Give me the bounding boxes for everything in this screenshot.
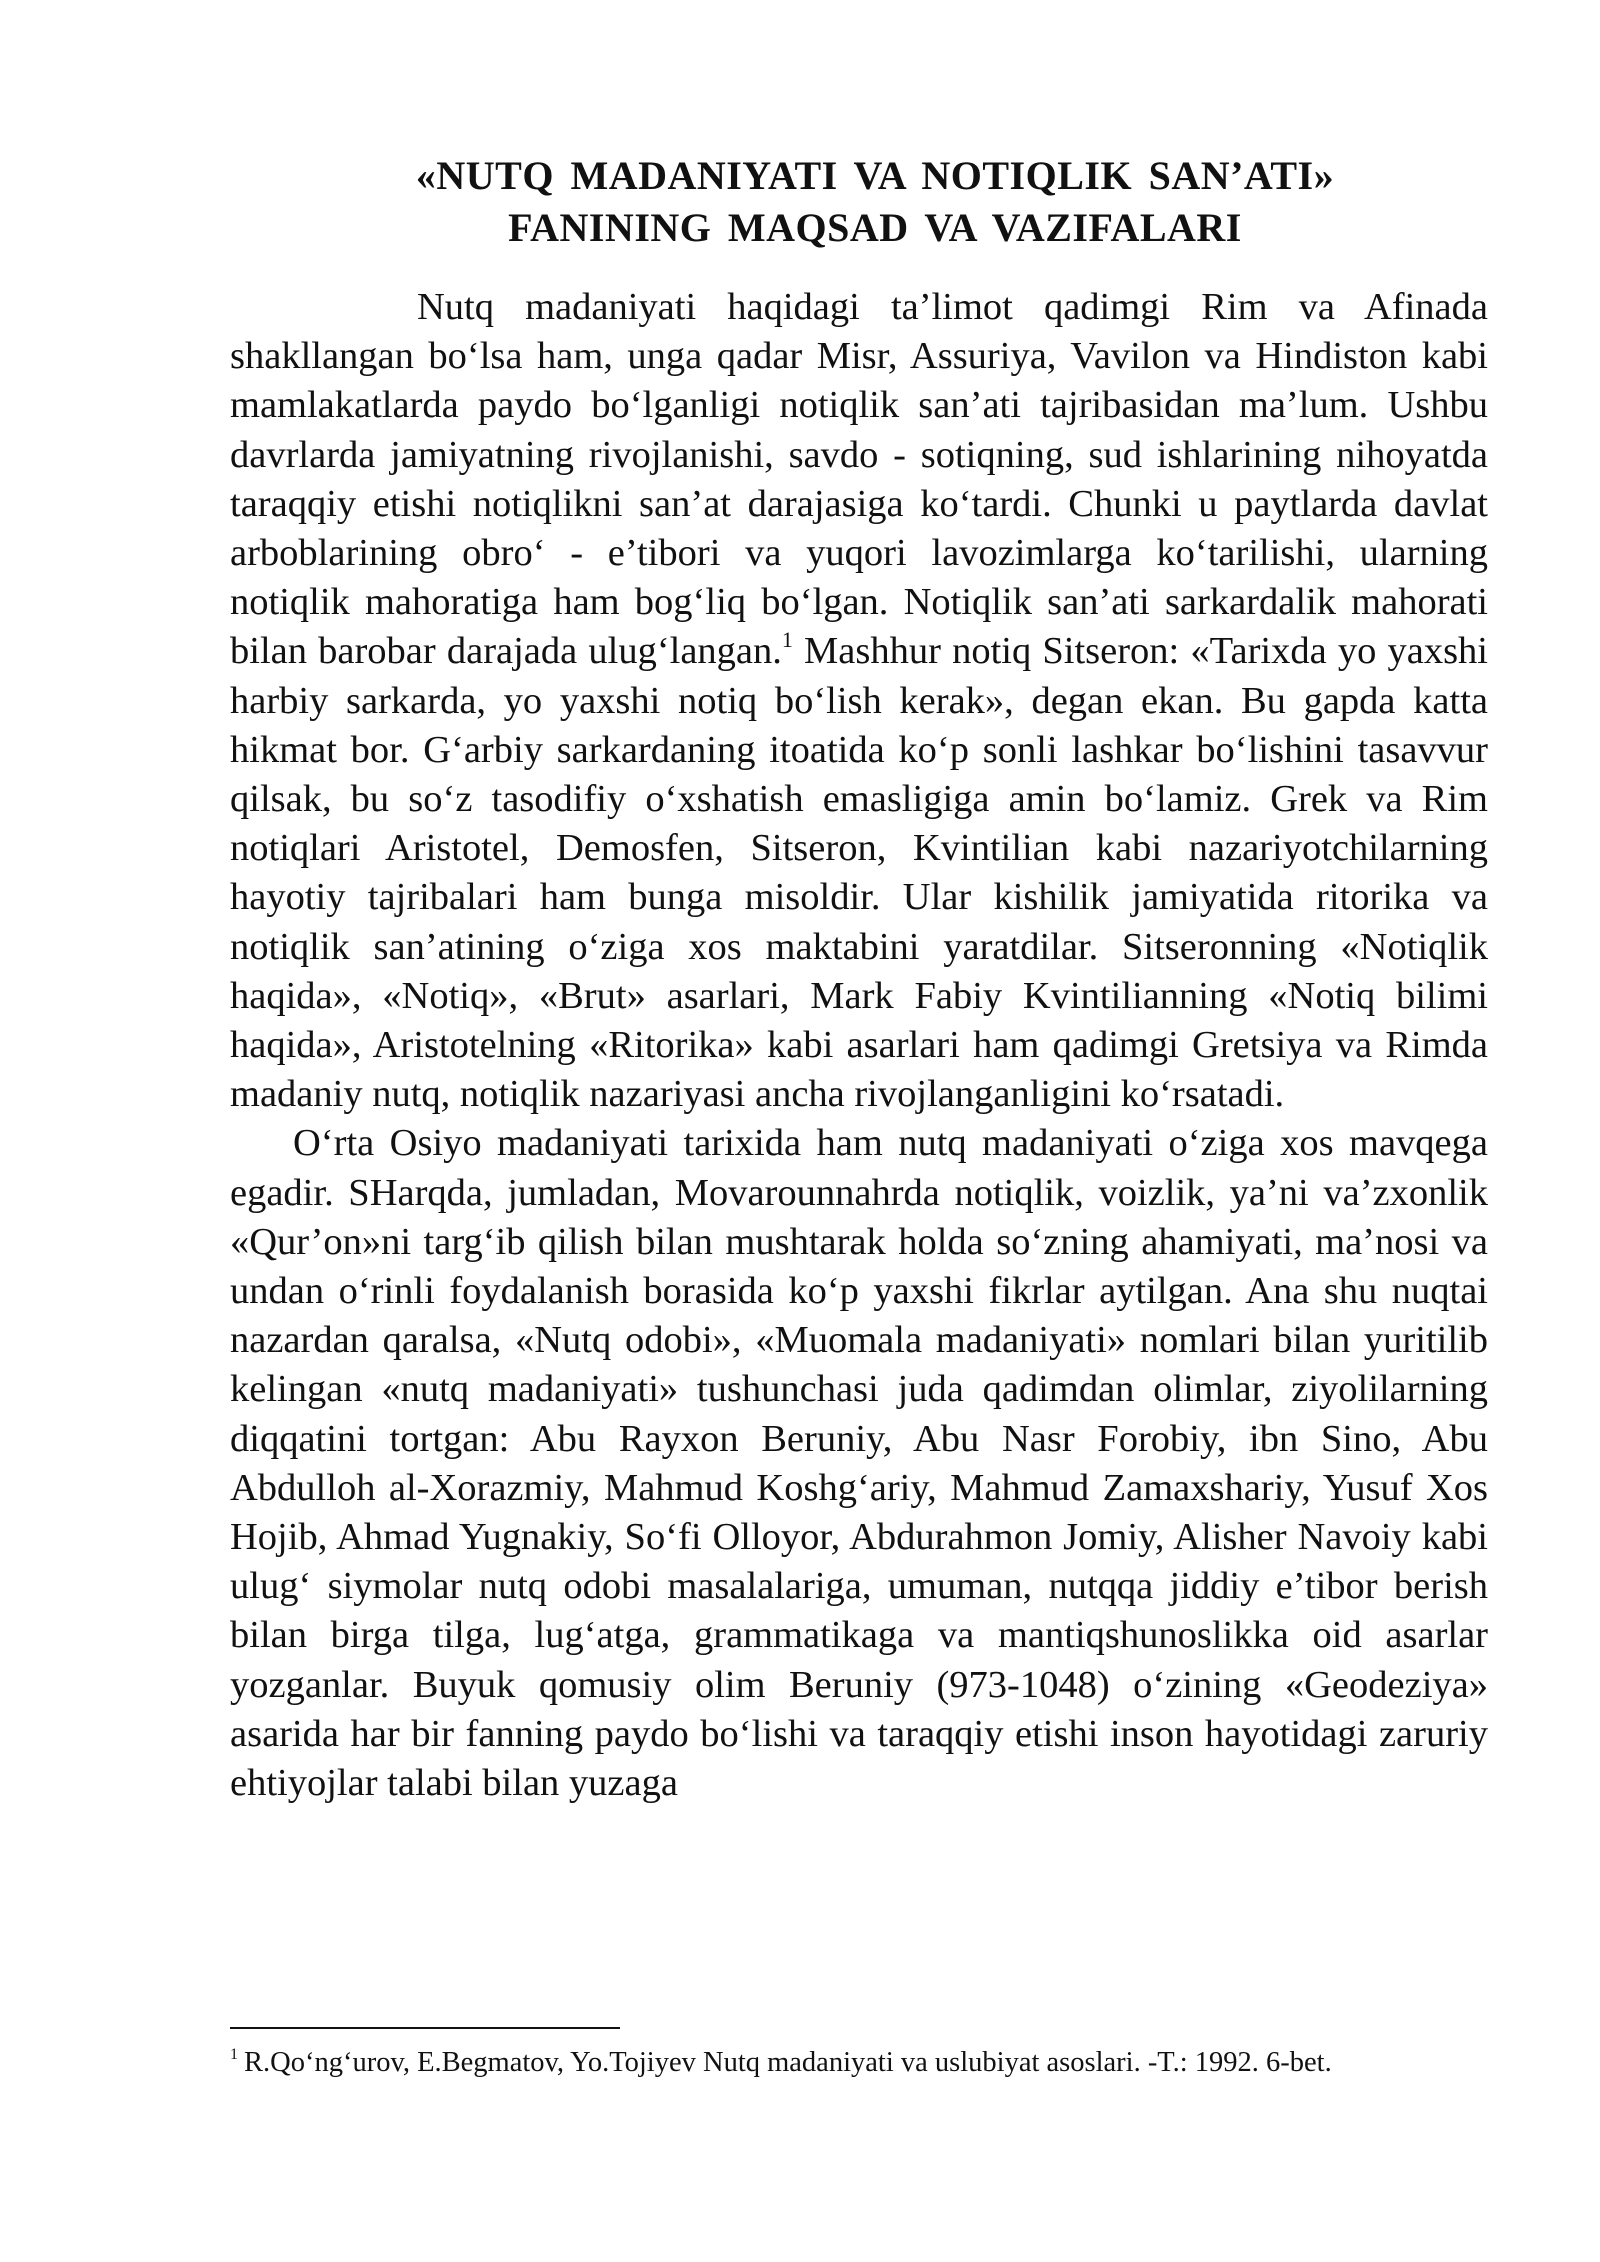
paragraph-1-text-b: Mashhur notiq Sitseron: «Tarixda yo yaxshi harbiy sarkarda, yo yaxshi notiq bo‘lish kerak», degan ekan. Bu gapda katta hikmat bor. G‘arbiy sarkardaning itoatida ko‘p sonli lashkar bo‘lishini tasavvur qilsak, bu so‘z tasodifiy o‘xshatish emasligiga amin bo‘lamiz. Grek va Rim notiqlari Aristotel, Demosfen, Sitseron, Kvintilian kabi nazariyotchilarning hayotiy tajribalari ham bunga misoldir. Ular kishilik jamiyatida ritorika va notiqlik san’atining o‘ziga xos maktabini yaratdilar. Sitseronning «Notiqlik haqida», «Notiq», «Brut» asarlari, Mark Fabiy Kvintilianning «Notiq bilimi haqida», Aristotelning «Ritorika» kabi asarlari ham qadimgi Gretsiya va Rimda madaniy nutq, notiqlik nazariyasi ancha rivojlanganligini ko‘rsatadi.	[230, 630, 1488, 1116]
footnote-text: R.Qo‘ng‘urov, E.Begmatov, Yo.Tojiyev Nutq madaniyati va uslubiyat asoslari. -T.: 1992. 6-bet.	[244, 2047, 1332, 2078]
footnote	[230, 2045, 1488, 2081]
title-line-2: FANINING MAQSAD VA VAZIFALARI	[508, 205, 1242, 250]
footnote-mark: 1	[230, 2046, 238, 2063]
page-title	[300, 150, 1450, 254]
body-text	[230, 283, 1488, 1808]
footnote-separator	[230, 2027, 620, 2029]
title-line-1: «NUTQ MADANIYATI VA NOTIQLIK SAN’ATI»	[415, 153, 1335, 198]
paragraph-2: O‘rta Osiyo madaniyati tarixida ham nutq madaniyati o‘ziga xos mavqega egadir. SHarqda, jumladan, Movarounnahrda notiqlik, voizlik, ya’ni va’zxonlik «Qur’on»ni targ‘ib qilish bilan mushtarak holda so‘zning ahamiyati, ma’nosi va undan o‘rinli foydalanish borasida ko‘p yaxshi fikrlar aytilgan. Ana shu nuqtai nazardan qaralsa, «Nutq odobi», «Muomala madaniyati» nomlari bilan yuritilib kelingan «nutq madaniyati» tushunchasi juda qadimdan olimlar, ziyolilarning diqqatini tortgan: Abu Rayxon Beruniy, Abu Nasr Forobiy, ibn Sino, Abu Abdulloh al-Xorazmiy, Mahmud Koshg‘ariy, Mahmud Zamaxshariy, Yusuf Xos Hojib, Ahmad Yugnakiy, So‘fi Olloyor, Abdurahmon Jomiy, Alisher Navoiy kabi ulug‘ siymolar nutq odobi masalalariga, umuman, nutqqa jiddiy e’tibor berish bilan birga tilga, lug‘atga, grammatikaga va mantiqshunoslikka oid asarlar yozganlar. Buyuk qomusiy olim Beruniy (973-1048) o‘zining «Geodeziya» asarida har bir fanning paydo bo‘lishi va taraqqiy etishi inson hayotidagi zaruriy ehtiyojlar talabi bilan yuzaga	[230, 1122, 1488, 1805]
footnote-reference: 1	[781, 627, 793, 653]
paragraph-1-text-a: Nutq madaniyati haqidagi ta’limot qadimgi Rim va Afinada shakllangan bo‘lsa ham, unga qadar Misr, Assuriya, Vavilon va Hindiston kabi mamlakatlarda paydo bo‘lganligi notiqlik san’ati tajribasidan ma’lum. Ushbu davrlarda jamiyatning rivojlanishi, savdo - sotiqning, sud ishlarining nihoyatda taraqqiy etishi notiqlikni san’at darajasiga ko‘tardi. Chunki u paytlarda davlat arboblarining obro‘ - e’tibori va yuqori lavozimlarga ko‘tarilishi, ularning notiqlik mahoratiga ham bog‘liq bo‘lgan. Notiqlik san’ati sarkardalik mahorati bilan barobar darajada ulug‘langan.	[230, 286, 1488, 673]
paragraph-1	[230, 283, 1488, 1119]
